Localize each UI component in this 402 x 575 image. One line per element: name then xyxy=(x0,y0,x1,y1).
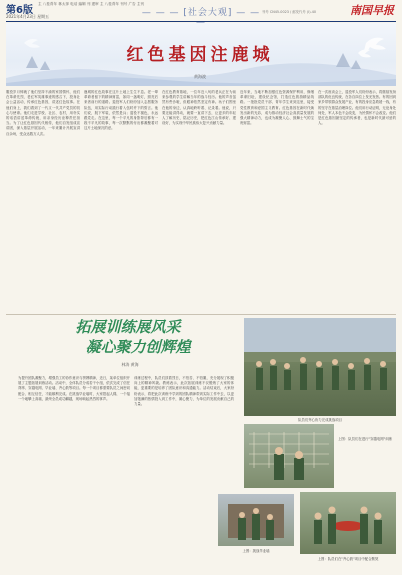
photo-electric-net xyxy=(244,424,334,488)
section-title: — — — [社会大观] — — xyxy=(141,8,261,18)
photo-caption-4: 上图：队员们在"齐心鼓"项目中配合默契 xyxy=(317,557,379,561)
article1-column-4: 近年来，当地不断加强红色资源保护利用，修缮革命旧址，建设纪念馆，打造红色旅游精品线路。一批批党员干部、青年学生来到这里，接受党性教育和爱国主义教育。红色基因在新时代焕发出新的光彩，成为推动经济社会高质量发展的强大精神动力，也成为凝聚人心、鼓舞士气的宝贵财富。 xyxy=(240,90,314,126)
article2-byline: 林涛 黄海 xyxy=(121,362,139,367)
photo-caption-3: 上图：挑战毕业墙 xyxy=(242,549,270,553)
photo-caption-1: 队员们齐心协力完成挑战项目 xyxy=(297,418,343,422)
article1-column-3: 在红色教育基地，一位年近八旬的老兵正在为前来参观的学生讲解当年的战斗经历。他的声音虽然有些沙哑，但眼神依然坚定有神。孩子们围坐在他的身边，认真地聆听着、记录着。他说，只要还能讲得动，就要一直讲下去，让更多的年轻人了解历史、铭记历史，把红色江山传承好、建设好，为实现中华民族伟大复兴贡献力量。 xyxy=(162,90,236,126)
publication-code: 刊号 CN45-0023 / 邮发代号 (I)-40 xyxy=(262,10,317,14)
page-number: 第6版 xyxy=(6,5,33,16)
article2-column-2: 训练过程中，队员们顶着烈日，不怕苦、不怕累，充分展现了积极向上的精神风貌。教练表示，此次拓展训练不仅锻炼了大家的体能，更重要的是培养了团队意识和沟通能力。活动结束后，大家纷纷表示，将把此次训练中学到的团队精神带到实际工作中去，以更加饱满的热情投入到工作中，凝心聚力，为单位的发展贡献自己的力量。 xyxy=(134,376,234,407)
header-rule xyxy=(6,21,396,22)
photo-team-training xyxy=(244,318,396,416)
article2-headline-line2: 凝心聚力创辉煌 xyxy=(85,338,191,356)
masthead-logo: 南国早报 xyxy=(350,4,394,17)
article1-byline: 黄海波 xyxy=(194,74,206,79)
photo-graduation-wall xyxy=(218,494,294,546)
article1-column-2: 鹿城的红色故事在这片土地上生生不息。老一辈革命者留下的精神财富，如同一盏明灯，照亮后来者前行的道路。退役军人们纷纷加入志愿服务队伍，用实际行动践行着入伍时许下的誓言。他们说，脱下军装，依然是兵；退役不褪色，永远跟党走。在这里，每一个平凡的身影背后都有一段不平凡的故事，每一次默默的付出都凝聚着对这片土地深沉的爱。 xyxy=(84,90,158,131)
photo-drum-project xyxy=(300,492,396,554)
article1-headline: 红色基因注鹿城 xyxy=(126,45,274,65)
article2-column-1: 为提升团队凝聚力，增强员工的协作意识与拼搏精神，近日，某单位组织开展了主题拓展训练活动。活动中，全体队员分成若干小组，依次完成了信任背摔、穿越电网、毕业墙、齐心鼓等项目。每一个项目都需要队员之间密切配合、相互信任，才能顺利完成。在挑战毕业墙时，大家搭起人梯，一个接一个地攀上高墙，最终全员成功翻越，现场响起热烈的掌声。 xyxy=(18,376,130,401)
issue-date: 2021年4月23日 星期五 xyxy=(6,14,50,19)
dove-icon xyxy=(358,38,386,58)
section-divider xyxy=(6,314,396,315)
header-editor-strip: 主 八桂青年 林太萍 电话 编辑 刊 建审 主 八桂青年 刊号 广告 主刊 xyxy=(38,2,145,6)
article1-column-5: 在一次座谈会上，退役军人们纷纷表示，将继续发扬部队的优良传统，在各自岗位上发光发热。有的回到家乡带领群众发展产业，有的投身应急救援一线，有的坚守在基层治理岗位。他们用行动证明，无论身处何处，军人本色不会改变，为民情怀不会改变。他们是红色基因最坚定的传承者，也是新时代最可爱的人。 xyxy=(318,90,396,126)
article2-headline-line1: 拓展训练展风采 xyxy=(75,318,181,336)
article1-column-1: 服役岁月铸就了他们坚持不渝的家国情怀，他们在革命先烈、老红军英雄事迹的感召下，投身社会公益活动，传承红色基因，讲述红色故事。在他们身上，我们看到了一代又一代共产党员的初心与使命。他们走进学校、社区、农村，用朴实的话语讲述革命传统，用亲身经历诠释责任担当。为了让红色基因代代相传，他们自发组成宣讲团，深入基层开展活动，一年来累计开展宣讲百余场，受众达数万人次。 xyxy=(6,90,80,136)
photo-caption-2: 上图：队员们在进行"穿越电网"训练 xyxy=(338,437,392,441)
